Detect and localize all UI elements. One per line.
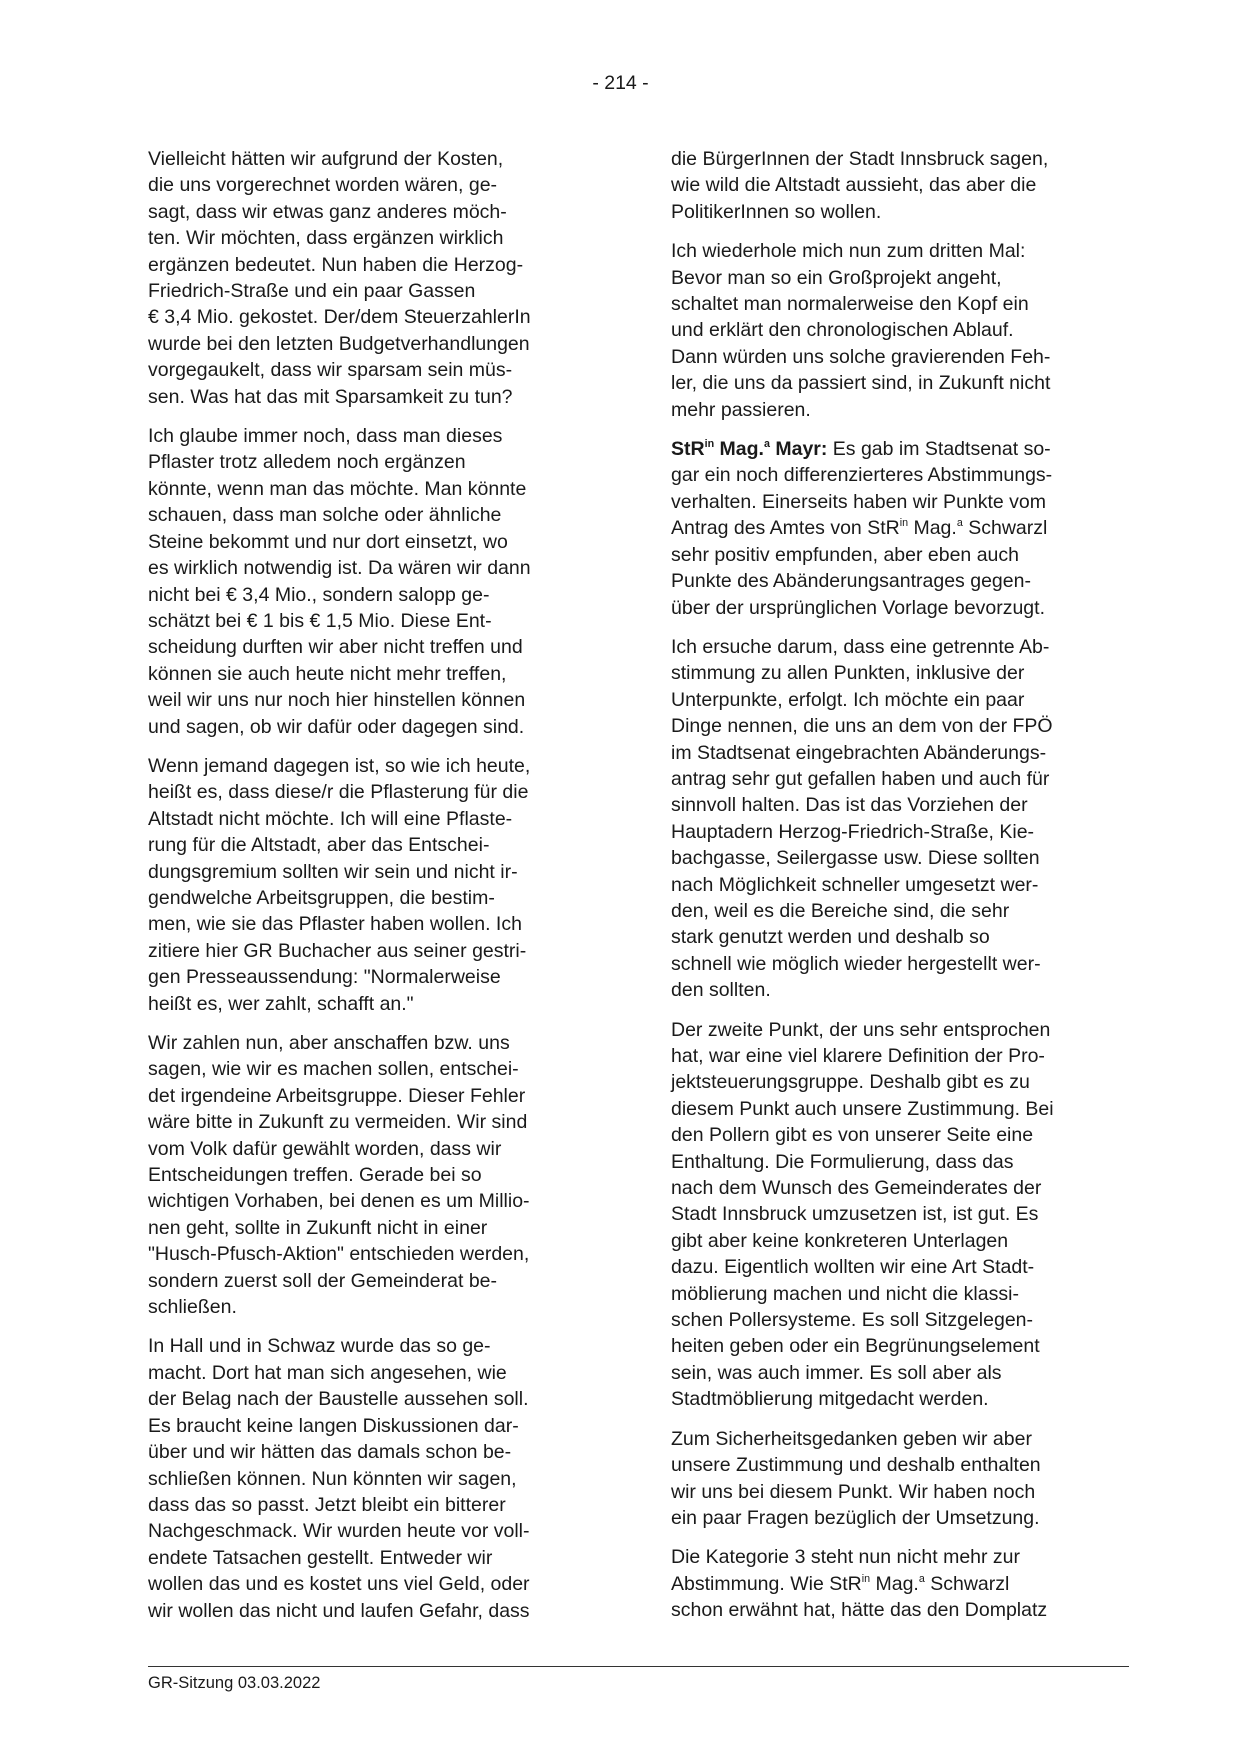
text-line: gar ein noch differenzierteres Abstimmungs- [671,464,1053,487]
text-line: schließen können. Nun könnten wir sagen, [148,1467,517,1490]
text-line: wichtigen Vorhaben, bei denen es um Millio- [148,1190,530,1213]
text-line: wäre bitte in Zukunft zu vermeiden. Wir sind [148,1111,528,1134]
text-fragment: Mag. [908,517,957,540]
text-line: Stadtmöblierung mitgedacht werden. [671,1388,989,1411]
paragraph [148,1030,603,1320]
footer-divider [148,1666,1129,1667]
text-line: heißt es, dass diese/r die Pflasterung für die [148,781,529,804]
text-line: schätzt bei € 1 bis € 1,5 Mio. Diese Ent- [148,609,492,632]
speaker-paragraph [671,436,1122,621]
text-fragment: Mag. [870,1572,919,1595]
text-line: zitiere hier GR Buchacher aus seiner gestri- [148,939,527,962]
text-line: heißt es, wer zahlt, schafft an." [148,992,414,1015]
text-line [671,436,1122,462]
text-line: Der zweite Punkt, der uns sehr entsprochen [671,1018,1051,1041]
speaker-degree: Mag. [714,438,764,461]
text-line: Steine bekommt und nur dort einsetzt, wo [148,530,508,553]
text-line: macht. Dort hat man sich angesehen, wie [148,1361,507,1384]
text-line: Pflaster trotz alledem noch ergänzen [148,451,466,474]
text-line: stark genutzt werden und deshalb so [671,926,990,949]
text-line: stimmung zu allen Punkten, inklusive der [671,662,1025,685]
text-line: Wir zahlen nun, aber anschaffen bzw. uns [148,1032,510,1054]
text-line: wir wollen das nicht und laufen Gefahr, dass [148,1599,530,1622]
text-line: nach dem Wunsch des Gemeinderates der [671,1177,1042,1200]
text-line: Die Kategorie 3 steht nun nicht mehr zur [671,1546,1021,1569]
text-line: verhalten. Einerseits haben wir Punkte vom [671,490,1047,513]
text-line: Dann würden uns solche gravierenden Feh- [671,345,1051,368]
text-line: Nachgeschmack. Wir wurden heute vor voll- [148,1520,530,1543]
text-line: ler, die uns da passiert sind, in Zukunft nicht [671,372,1051,395]
text-line: vorgegaukelt, dass wir sparsam sein müs- [148,359,513,382]
speaker-name [671,438,827,460]
text-line: der Belag nach der Baustelle aussehen soll. [148,1388,529,1411]
speaker-title: StR [671,438,705,461]
text-line: nach Möglichkeit schneller umgesetzt wer- [671,873,1039,896]
footer-text: GR-Sitzung 03.03.2022 [148,1674,321,1692]
text-line: schaltet man normalerweise den Kopf ein [671,293,1029,316]
text-line: Wenn jemand dagegen ist, so wie ich heute, [148,754,531,777]
text-line: scheidung durften wir aber nicht treffen und [148,636,523,659]
text-line: sein, was auch immer. Es soll aber als [671,1361,1002,1384]
paragraph [148,753,603,1017]
text-line: Es braucht keine langen Diskussionen dar- [148,1414,519,1437]
text-line: endete Tatsachen gestellt. Entweder wir [148,1546,493,1569]
text-line: Entscheidungen treffen. Gerade bei so [148,1164,482,1187]
paragraph [148,1333,603,1623]
text-line: bachgasse, Seilergasse usw. Diese sollten [671,847,1040,870]
text-line: möblierung machen und nicht die klassi- [671,1282,1019,1305]
text-line: die uns vorgerechnet worden wären, ge- [148,174,498,197]
paragraph [148,146,603,410]
paragraph [671,238,1122,423]
text-line: wie wild die Altstadt aussieht, das aber die [671,174,1037,197]
text-line: schon erwähnt hat, hätte das den Domplatz [671,1599,1048,1622]
text-line: dungsgremium sollten wir sein und nicht ir- [148,860,518,883]
text-line: und erklärt den chronologischen Ablauf. [671,319,1014,342]
text-line: Vielleicht hätten wir aufgrund der Kosten, [148,148,504,170]
text-line: dazu. Eigentlich wollten wir eine Art Stadt- [671,1256,1035,1279]
paragraph [148,423,603,740]
text-line: wir uns bei diesem Punkt. Wir haben noch [671,1480,1036,1503]
text-line: Bevor man so ein Großprojekt angeht, [671,266,1002,289]
text-line: es wirklich notwendig ist. Da wären wir dann [148,557,531,580]
text-line: ergänzen bedeutet. Nun haben die Herzog- [148,253,524,276]
paragraph [671,1017,1122,1413]
text-line: antrag sehr gut gefallen haben und auch für [671,767,1050,790]
superscript: a [918,1572,925,1585]
text-line: gendwelche Arbeitsgruppen, die bestim- [148,886,495,909]
text-line: über und wir hätten das damals schon be- [148,1441,512,1464]
text-line: men, wie sie das Pflaster haben wollen. Ich [148,913,522,936]
speaker-surname: Mayr: [769,438,828,461]
text-line: sagen, wie wir es machen sollen, entschei- [148,1058,519,1081]
text-line: den Pollern gibt es von unserer Seite eine [671,1124,1034,1147]
text-line: nicht bei € 3,4 Mio., sondern salopp ge- [148,583,490,606]
text-line: rung für die Altstadt, aber das Entschei- [148,834,490,857]
text-line: sagt, dass wir etwas ganz anderes möch- [148,200,507,223]
text-fragment: Es gab im Stadtsenat so- [827,438,1051,461]
text-line: wurde bei den letzten Budgetverhandlungen [148,332,530,355]
superscript: in [899,517,909,530]
superscript: in [861,1572,871,1585]
text-line: Friedrich-Straße und ein paar Gassen [148,280,476,303]
text-line: sen. Was hat das mit Sparsamkeit zu tun? [148,385,513,408]
text-fragment: Schwarzl [962,517,1048,540]
text-line: wollen das und es kostet uns viel Geld, oder [148,1573,530,1596]
text-line: gibt aber keine konkreteren Unterlagen [671,1229,1009,1252]
text-line: weil wir uns nur noch hier hinstellen können [148,689,526,712]
text-line: schnell wie möglich wieder hergestellt wer- [671,952,1041,975]
text-line: Altstadt nicht möchte. Ich will eine Pflaste- [148,807,513,830]
text-line: und sagen, ob wir dafür oder dagegen sind. [148,715,525,738]
text-line: jektsteuerungsgruppe. Deshalb gibt es zu [671,1071,1030,1094]
paragraph [671,1426,1122,1532]
text-line: die BürgerInnen der Stadt Innsbruck sagen, [671,148,1049,170]
text-line: Hauptadern Herzog-Friedrich-Straße, Kie- [671,820,1035,843]
text-fragment: Abstimmung. Wie StR [671,1572,862,1595]
paragraph [671,146,1122,225]
text-line: schauen, dass man solche oder ähnliche [148,504,502,527]
text-line: unsere Zustimmung und deshalb enthalten [671,1454,1041,1477]
text-line: nen geht, sollte in Zukunft nicht in einer [148,1216,488,1239]
superscript: a [956,517,963,530]
text-line [671,515,1122,541]
page-number: - 214 - [592,72,649,94]
text-line: Zum Sicherheitsgedanken geben wir aber [671,1427,1032,1450]
text-line: den, weil es die Bereiche sind, die sehr [671,899,1010,922]
text-fragment: Antrag des Amtes von StR [671,517,900,540]
text-line: heiten geben oder ein Begrünungselement [671,1335,1040,1358]
text-line: gen Presseaussendung: "Normalerweise [148,966,501,989]
text-line: € 3,4 Mio. gekostet. Der/dem SteuerzahlerIn [148,306,531,329]
right-column [671,146,1122,1637]
text-line: Ich wiederhole mich nun zum dritten Mal: [671,240,1026,263]
text-line: sehr positiv empfunden, aber eben auch [671,543,1019,566]
text-line: ten. Wir möchten, dass ergänzen wirklich [148,227,504,250]
text-line: Punkte des Abänderungsantrages gegen- [671,570,1031,593]
text-line: im Stadtsenat eingebrachten Abänderungs- [671,741,1047,764]
text-line: könnte, wenn man das möchte. Man könnte [148,477,527,500]
text-line [671,1571,1122,1597]
text-line: Unterpunkte, erfolgt. Ich möchte ein paar [671,688,1025,711]
text-line: Dinge nennen, die uns an dem von der FPÖ [671,715,1053,738]
text-line: det irgendeine Arbeitsgruppe. Dieser Fehler [148,1084,526,1107]
text-line: den sollten. [671,979,771,1002]
text-line: sinnvoll halten. Das ist das Vorziehen der [671,794,1028,817]
superscript: a [763,438,770,451]
text-line: ein paar Fragen bezüglich der Umsetzung. [671,1506,1040,1529]
text-line: Ich ersuche darum, dass eine getrennte Ab- [671,635,1050,658]
paragraph [671,634,1122,1004]
superscript: in [704,438,715,451]
text-line: Enthaltung. Die Formulierung, dass das [671,1150,1014,1173]
paragraph [671,1544,1122,1623]
text-line: diesem Punkt auch unsere Zustimmung. Bei [671,1097,1054,1120]
text-line: Stadt Innsbruck umzusetzen ist, ist gut. Es [671,1203,1039,1226]
text-line: In Hall und in Schwaz wurde das so ge- [148,1335,491,1358]
left-column [148,146,603,1637]
text-line: sondern zuerst soll der Gemeinderat be- [148,1269,498,1292]
text-line: schließen. [148,1296,237,1319]
text-line: dass das so passt. Jetzt bleibt ein bitterer [148,1493,506,1516]
text-line: Ich glaube immer noch, dass man dieses [148,425,503,448]
text-line: vom Volk dafür gewählt worden, dass wir [148,1137,502,1160]
text-line: über der ursprünglichen Vorlage bevorzugt. [671,596,1045,619]
text-fragment: Schwarzl [924,1572,1010,1595]
text-line: "Husch-Pfusch-Aktion" entschieden werden, [148,1243,530,1266]
text-line: können sie auch heute nicht mehr treffen, [148,662,507,685]
text-line: schen Pollersysteme. Es soll Sitzgelegen- [671,1309,1033,1332]
text-line: PolitikerInnen so wollen. [671,200,882,223]
text-line: hat, war eine viel klarere Definition der Pro- [671,1045,1045,1067]
text-line: mehr passieren. [671,398,811,421]
